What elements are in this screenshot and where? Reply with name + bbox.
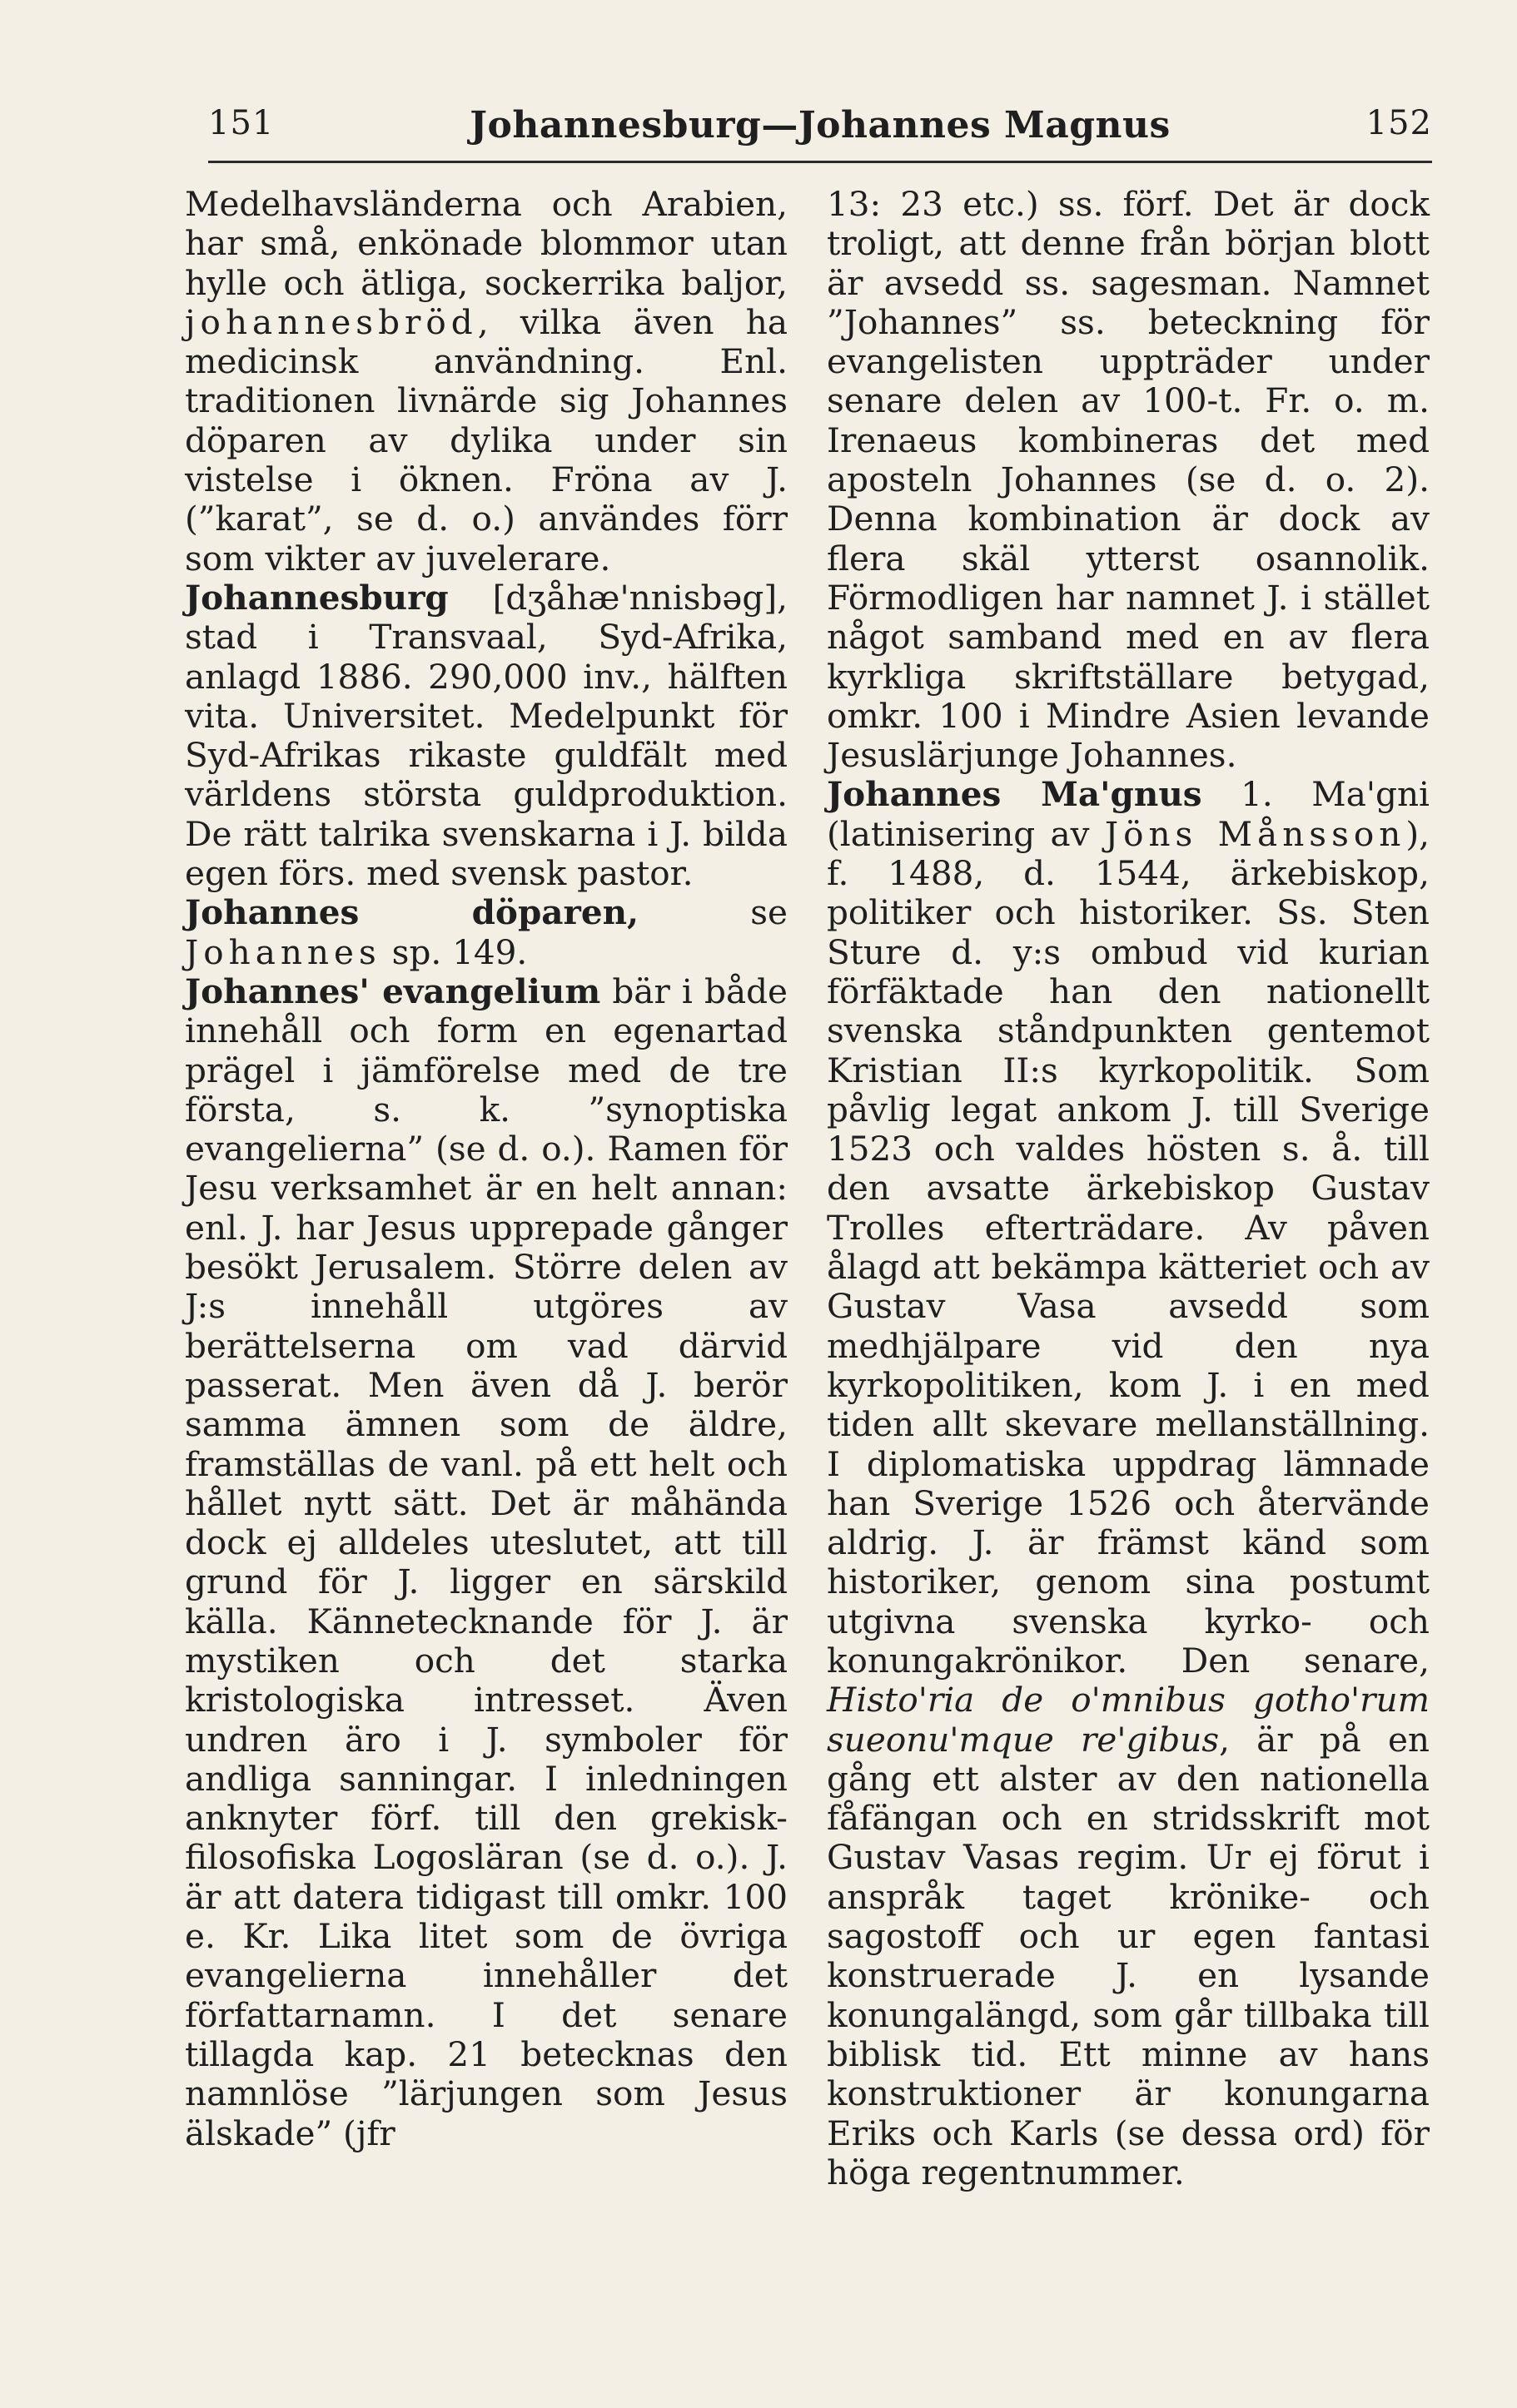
work-title: Histo'ria de o'mnibus gotho'rum sueonu'mque re'gibus — [827, 1680, 1430, 1760]
left-column-number: 151 — [208, 104, 275, 142]
right-column — [827, 185, 1430, 2192]
continued-paragraph: Medelhavsländerna och Arabien, har små, enkönade blommor utan hylle och ätliga, sockerrika baljor, johannesbröd, vilka även ha medicinsk användning. Enl. traditionen livnärde sig Johannes döparen av dylika under sin vistelse i öknen. Fröna av J. (”karat”, se d. o.) användes förr som vikter av juvelerare. — [185, 184, 788, 578]
spaced-term: Jöns Månsson — [1104, 813, 1406, 854]
right-column-number: 152 — [1365, 104, 1432, 142]
headword: Johannes' evangelium — [185, 971, 601, 1011]
headword: Johannes Ma'gnus — [827, 774, 1202, 815]
entry-johannes-doparen: Johannes döparen, se Johannes sp. 149. — [185, 892, 788, 972]
left-column — [185, 185, 788, 2153]
entry-johannesburg: Johannesburg [dʒåhæ'nnisbəg], stad i Transvaal, Syd-Afrika, anlagd 1886. 290,000 inv., hälften vita. Universitet. Medelpunkt för Syd-Afrikas rikaste guldfält med världens största guldproduktion. De rätt talrika svenskarna i J. bilda egen förs. med svensk pastor. — [185, 577, 788, 894]
headword: Johannesburg — [185, 577, 449, 618]
headword: Johannes döparen, — [185, 892, 639, 933]
running-title: Johannesburg—Johannes Magnus — [470, 104, 1171, 146]
continued-paragraph: 13: 23 etc.) ss. förf. Det är dock troligt, att denne från början blott är avsedd ss. sagesman. Namnet ”Johannes” ss. beteckning för evangelisten uppträder under senare delen av 100-t. Fr. o. m. Irenaeus kombineras det med aposteln Johannes (se d. o. 2). Denna kombination är dock av flera skäl ytterst osannolik. Förmodligen har namnet J. i stället något samband med en av flera kyrkliga skriftställare betygad, omkr. 100 i Mindre Asien levande Jesuslärjunge Johannes. — [827, 184, 1430, 776]
entry-johannes-magnus: Johannes Ma'gnus 1. Ma'gni (latinisering av Jöns Månsson), f. 1488, d. 1544, ärkebiskop, politiker och historiker. Ss. Sten Sture d. y:s ombud vid kurian förfäktade han den nationellt svenska ståndpunkten gentemot Kristian II:s kyrkopolitik. Som påvlig legat ankom J. till Sverige 1523 och valdes hösten s. å. till den avsatte ärkebiskop Gustav Trolles efterträdare. Av påven ålagd att bekämpa kätteriet och av Gustav Vasa avsedd som medhjälpare vid den nya kyrkopolitiken, kom J. i en med tiden allt skevare mellanställning. I diplomatiska uppdrag lämnade han Sverige 1526 och återvände aldrig. J. är främst känd som historiker, genom sina postumt utgivna svenska kyrko- och konungakrönikor. Den senare, Histo'ria de o'mnibus gotho'rum sueonu'mque re'gibus, är på en gång ett alster av den nationella fåfängan och en stridsskrift mot Gustav Vasas regim. Ur ej förut i anspråk taget krönike- och sagostoff och ur egen fantasi konstruerade J. en lysande konungalängd, som går tillbaka till biblisk tid. Ett minne av hans konstruktioner är konungarna Eriks och Karls (se dessa ord) för höga regentnummer. — [827, 774, 1430, 2192]
spaced-term: Johannes — [185, 931, 381, 972]
entry-johannes-evangelium: Johannes' evangelium bär i både innehåll och form en egenartad prägel i jämförelse med de tre första, s. k. ”synoptiska evangelierna” (se d. o.). Ramen för Jesu verksamhet är en helt annan: enl. J. har Jesus upprepade gånger besökt Jerusalem. Större delen av J:s innehåll utgöres av berättelserna om vad därvid passerat. Men även då J. berör samma ämnen som de äldre, framställas de vanl. på ett helt och hållet nytt sätt. Det är måhända dock ej alldeles uteslutet, att till grund för J. ligger en särskild källa. Kännetecknande för J. är mystiken och det starka kristologiska intresset. Även undren äro i J. symboler för andliga sanningar. I inledningen anknyter förf. till den grekisk-filosofiska Logosläran (se d. o.). J. är att datera tidigast till omkr. 100 e. Kr. Lika litet som de övriga evangelierna innehåller det författarnamn. I det senare tillagda kap. 21 betecknas den namnlöse ”lärjungen som Jesus älskade” (jfr — [185, 971, 788, 2153]
spaced-term: johannesbröd — [185, 301, 478, 342]
header-rule — [208, 161, 1432, 163]
